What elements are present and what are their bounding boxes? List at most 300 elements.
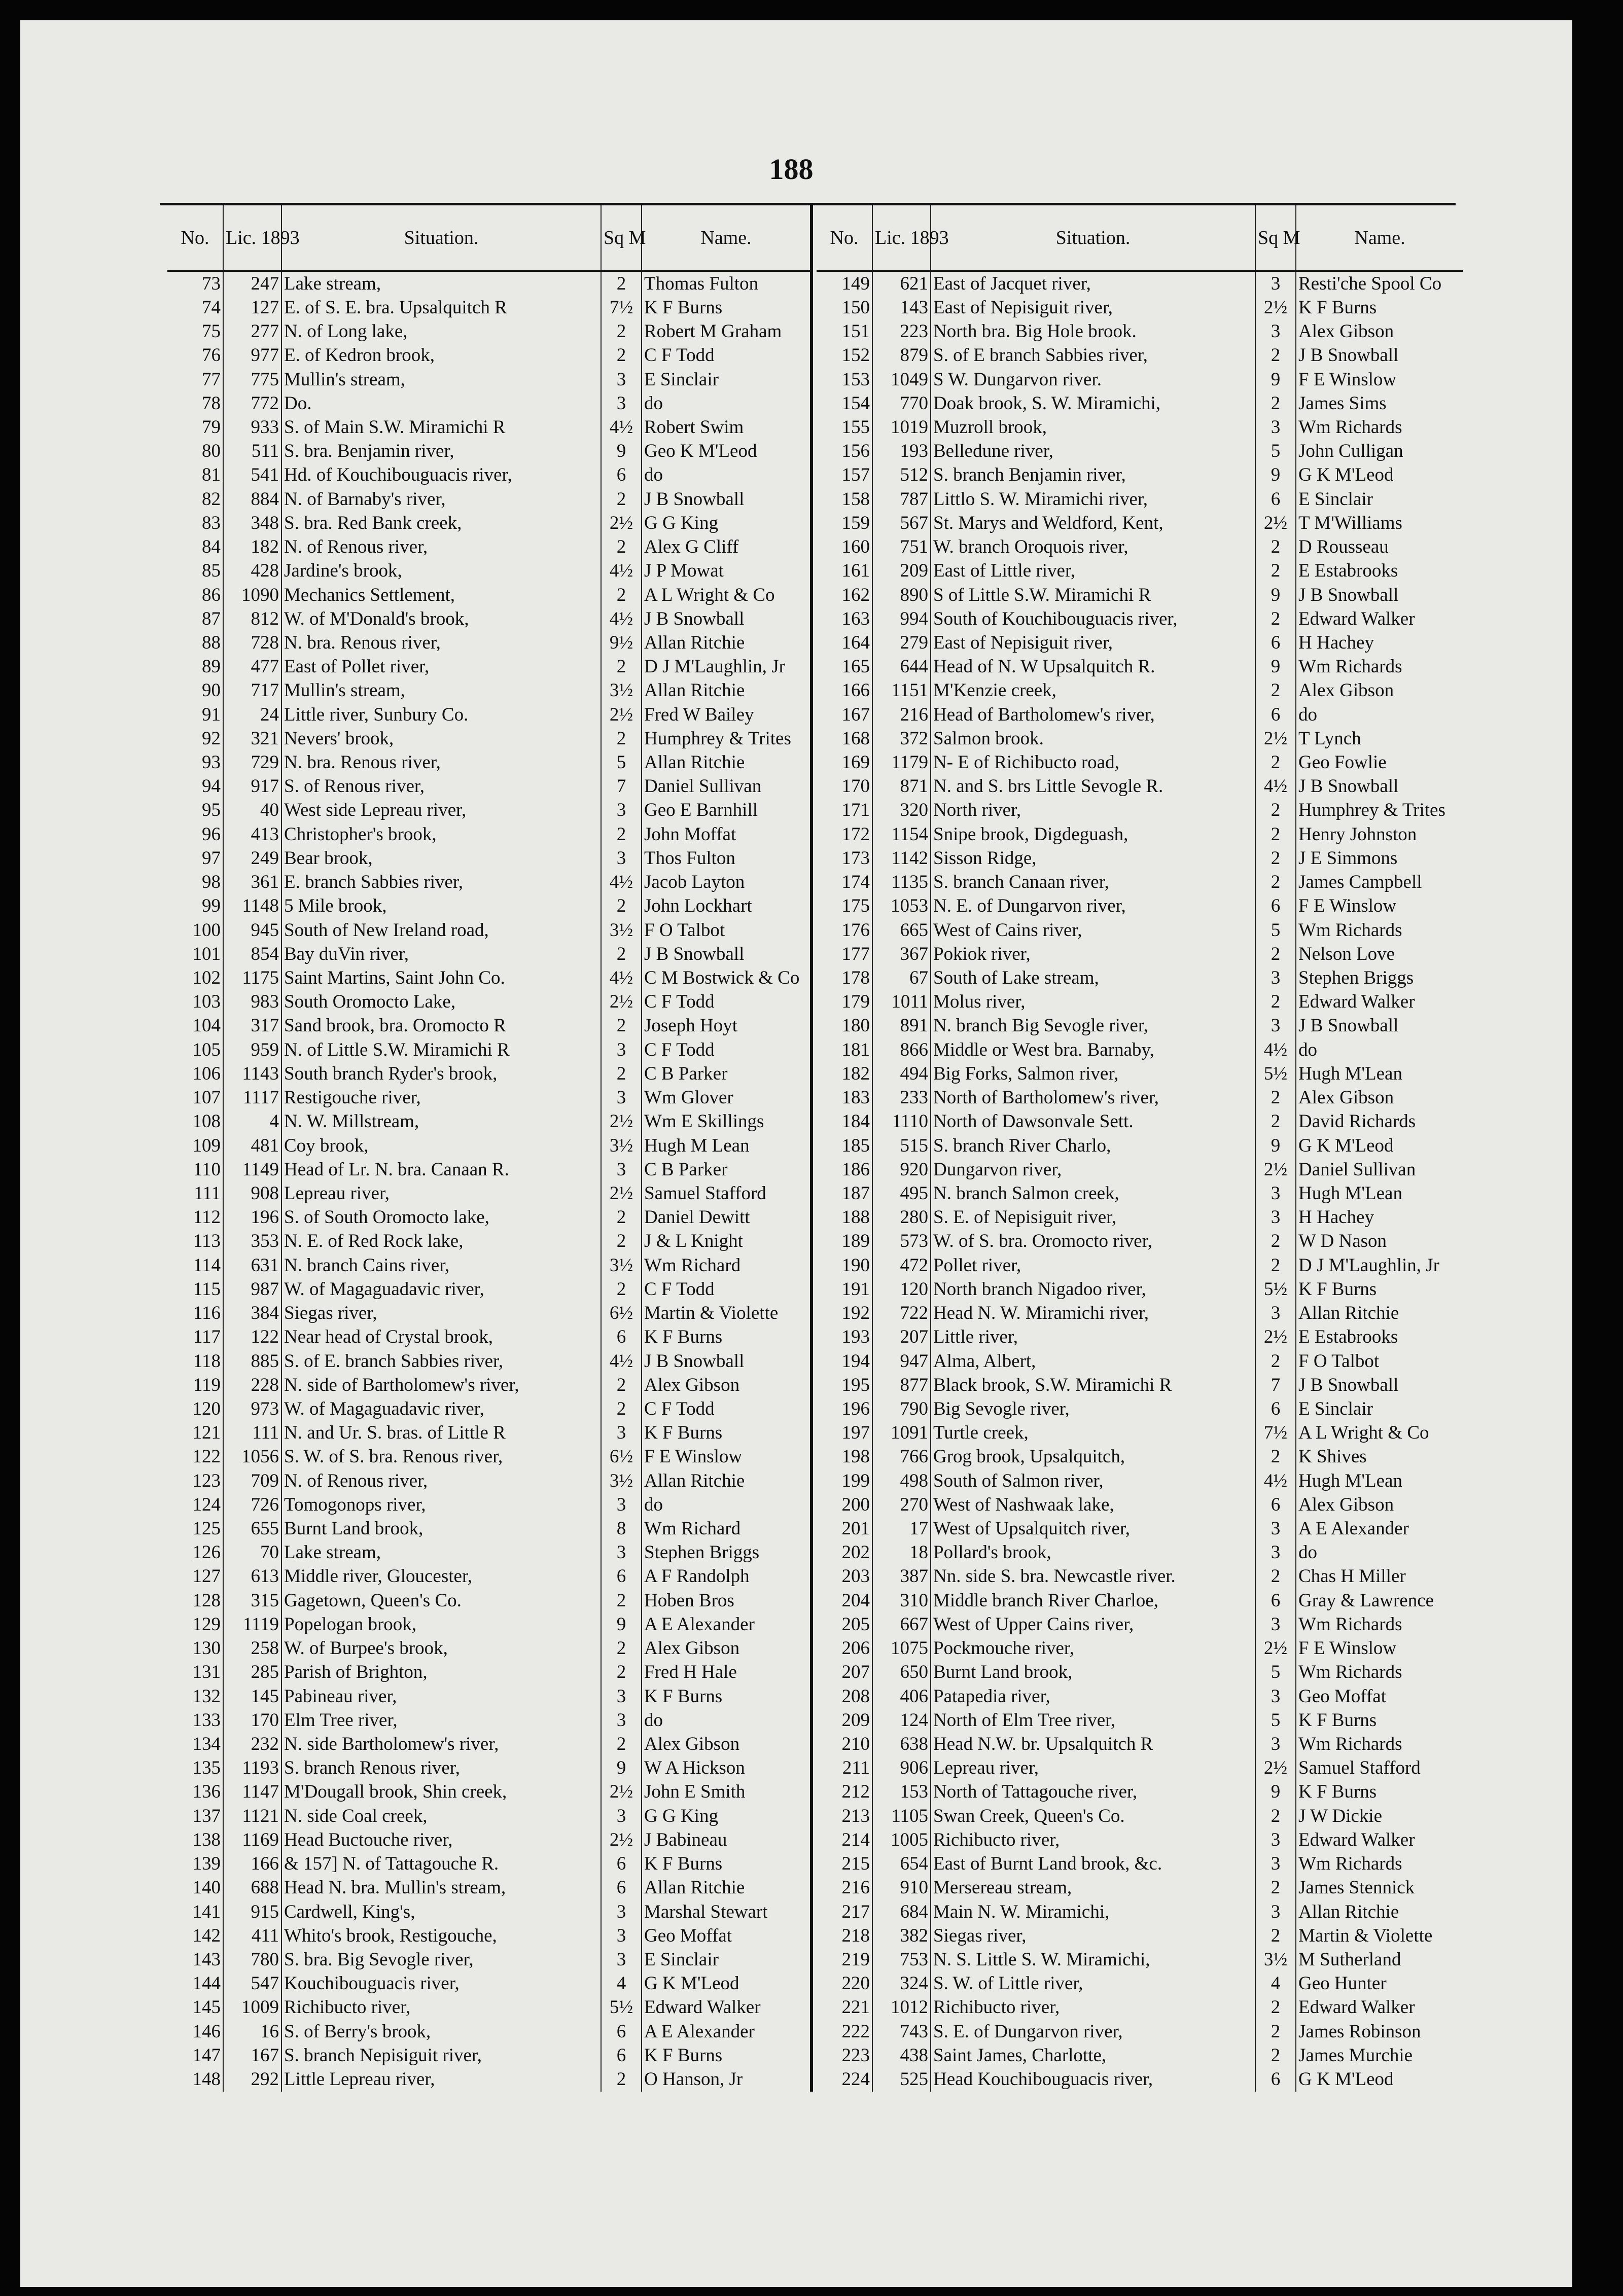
header-sqm: Sq M — [1255, 205, 1296, 271]
cell-situation: S. of E. branch Sabbies river, — [281, 1349, 601, 1373]
table-row — [817, 655, 1463, 679]
cell-sqm: 3 — [1255, 1612, 1296, 1636]
cell-sqm: 2 — [601, 942, 642, 966]
table-row — [817, 990, 1463, 1014]
cell-no: 208 — [817, 1684, 872, 1708]
cell-no: 135 — [167, 1756, 223, 1780]
cell-no: 108 — [167, 1110, 223, 1134]
cell-name: James Robinson — [1298, 2021, 1421, 2042]
cell-lic: 124 — [872, 1708, 931, 1732]
cell-sqm: 4 — [1255, 1972, 1296, 1996]
cell-situation: East of Burnt Land brook, &c. — [931, 1852, 1255, 1876]
cell-situation: Turtle creek, — [931, 1421, 1255, 1445]
cell-name: J P Mowat — [642, 559, 812, 583]
table-row — [167, 1828, 812, 1852]
cell-no: 118 — [167, 1349, 223, 1373]
cell-sqm: 2 — [1255, 990, 1296, 1014]
cell-lic: 644 — [872, 655, 931, 679]
cell-situation: W. of S. bra. Oromocto river, — [931, 1230, 1255, 1253]
cell-lic: 321 — [223, 727, 281, 750]
cell-no: 136 — [167, 1780, 223, 1804]
cell-lic: 717 — [223, 679, 281, 703]
cell-sqm: 9 — [1255, 368, 1296, 391]
cell-sqm: 3½ — [601, 1253, 642, 1277]
cell-no: 199 — [817, 1469, 872, 1493]
cell-name: Martin & Violette — [1298, 1925, 1433, 1946]
cell-no: 116 — [167, 1301, 223, 1325]
cell-sqm: 2 — [1255, 344, 1296, 368]
table-row — [817, 1708, 1463, 1732]
cell-lic: 182 — [223, 535, 281, 559]
cell-no: 163 — [817, 607, 872, 631]
cell-name: D J M'Laughlin, Jr — [1298, 1254, 1439, 1276]
cell-name: F E Winslow — [642, 1445, 812, 1469]
cell-no: 115 — [167, 1277, 223, 1301]
cell-situation: Black brook, S.W. Miramichi R — [931, 1373, 1255, 1397]
cell-lic: 320 — [872, 799, 931, 822]
cell-lic: 167 — [223, 2043, 281, 2067]
cell-sqm: 6 — [1255, 631, 1296, 655]
cell-no: 204 — [817, 1589, 872, 1612]
cell-lic: 812 — [223, 607, 281, 631]
cell-sqm: 9½ — [601, 631, 642, 655]
table-row — [167, 607, 812, 631]
cell-lic: 511 — [223, 440, 281, 463]
cell-situation: Siegas river, — [931, 1924, 1255, 1948]
cell-situation: Cardwell, King's, — [281, 1900, 601, 1924]
cell-lic: 153 — [872, 1780, 931, 1804]
cell-lic: 249 — [223, 846, 281, 870]
cell-name: Wm Richards — [1298, 1734, 1402, 1754]
cell-no: 74 — [167, 296, 223, 319]
table-row — [817, 1206, 1463, 1230]
cell-lic: 772 — [223, 391, 281, 415]
cell-no: 196 — [817, 1397, 872, 1421]
cell-lic: 384 — [223, 1301, 281, 1325]
cell-situation: Salmon brook. — [931, 727, 1255, 750]
cell-situation: E. of Kedron brook, — [281, 344, 601, 368]
cell-situation: Dungarvon river, — [931, 1158, 1255, 1181]
cell-no: 187 — [817, 1181, 872, 1205]
table-row — [817, 1134, 1463, 1158]
cell-lic: 1179 — [872, 750, 931, 774]
cell-no: 154 — [817, 391, 872, 415]
cell-sqm: 2 — [601, 1014, 642, 1038]
cell-lic: 1143 — [223, 1062, 281, 1086]
cell-lic: 310 — [872, 1589, 931, 1612]
cell-name: J B Snowball — [1298, 1015, 1399, 1036]
table-row — [817, 1517, 1463, 1540]
cell-no: 79 — [167, 415, 223, 439]
cell-situation: N. of Renous river, — [281, 1469, 601, 1493]
cell-sqm: 2½ — [601, 1110, 642, 1134]
cell-name: Wm Richard — [642, 1517, 812, 1540]
table-row — [817, 1828, 1463, 1852]
cell-name: Alex Gibson — [1298, 680, 1394, 701]
cell-name: Wm E Skillings — [642, 1110, 812, 1134]
cell-lic: 655 — [223, 1517, 281, 1540]
table-row — [817, 1589, 1463, 1612]
cell-name: T M'Williams — [1298, 512, 1402, 533]
cell-sqm: 6 — [1255, 2067, 1296, 2092]
cell-sqm: 6 — [601, 1876, 642, 1900]
table-row — [167, 1756, 812, 1780]
cell-sqm: 4 — [601, 1972, 642, 1996]
cell-no: 210 — [817, 1732, 872, 1756]
cell-lic: 348 — [223, 511, 281, 535]
cell-sqm: 2 — [601, 319, 642, 343]
table-row — [817, 368, 1463, 391]
cell-name: K F Burns — [642, 1421, 812, 1445]
cell-sqm: 3 — [1255, 271, 1296, 296]
cell-no: 189 — [817, 1230, 872, 1253]
cell-no: 82 — [167, 487, 223, 511]
cell-lic: 111 — [223, 1421, 281, 1445]
table-row — [167, 1373, 812, 1397]
cell-no: 134 — [167, 1732, 223, 1756]
cell-no: 195 — [817, 1373, 872, 1397]
cell-no: 88 — [167, 631, 223, 655]
table-row — [167, 799, 812, 822]
cell-sqm: 9 — [1255, 1780, 1296, 1804]
cell-lic: 70 — [223, 1541, 281, 1565]
cell-situation: Nn. side S. bra. Newcastle river. — [931, 1565, 1255, 1589]
table-row — [167, 1110, 812, 1134]
cell-lic: 122 — [223, 1325, 281, 1349]
cell-situation: Mersereau stream, — [931, 1876, 1255, 1900]
cell-situation: North branch Nigadoo river, — [931, 1277, 1255, 1301]
cell-lic: 613 — [223, 1565, 281, 1589]
cell-lic: 438 — [872, 2043, 931, 2067]
table-row — [817, 679, 1463, 703]
cell-lic: 729 — [223, 750, 281, 774]
cell-situation: West of Cains river, — [931, 918, 1255, 942]
table-row — [817, 296, 1463, 319]
table-row — [817, 1996, 1463, 2020]
table-row — [817, 1349, 1463, 1373]
cell-situation: W. of Burpee's brook, — [281, 1637, 601, 1661]
cell-sqm: 2 — [601, 487, 642, 511]
cell-lic: 24 — [223, 703, 281, 727]
cell-lic: 541 — [223, 463, 281, 487]
cell-no: 198 — [817, 1445, 872, 1469]
cell-sqm: 5½ — [1255, 1062, 1296, 1086]
cell-situation: South of Salmon river, — [931, 1469, 1255, 1493]
table-row — [167, 1852, 812, 1876]
cell-lic: 906 — [872, 1756, 931, 1780]
cell-situation: West of Upper Cains river, — [931, 1612, 1255, 1636]
cell-sqm: 3 — [1255, 1301, 1296, 1325]
cell-sqm: 3 — [1255, 1541, 1296, 1565]
cell-lic: 1005 — [872, 1828, 931, 1852]
cell-lic: 890 — [872, 583, 931, 607]
cell-sqm: 6 — [1255, 1493, 1296, 1517]
cell-lic: 947 — [872, 1349, 931, 1373]
cell-name: A L Wright & Co — [1298, 1422, 1429, 1444]
cell-name: J B Snowball — [1298, 776, 1399, 797]
cell-situation: Patapedia river, — [931, 1684, 1255, 1708]
cell-sqm: 2 — [601, 1397, 642, 1421]
cell-lic: 567 — [872, 511, 931, 535]
cell-situation: Richibucto river, — [931, 1828, 1255, 1852]
cell-situation: N. bra. Renous river, — [281, 631, 601, 655]
cell-sqm: 4½ — [1255, 1038, 1296, 1062]
cell-name: Samuel Stafford — [642, 1181, 812, 1205]
cell-sqm: 2 — [1255, 871, 1296, 894]
cell-situation: Restigouche river, — [281, 1086, 601, 1109]
cell-no: 219 — [817, 1948, 872, 1971]
table-row — [817, 1014, 1463, 1038]
cell-sqm: 3 — [601, 1804, 642, 1828]
cell-situation: North of Elm Tree river, — [931, 1708, 1255, 1732]
cell-no: 215 — [817, 1852, 872, 1876]
cell-situation: S. of Renous river, — [281, 775, 601, 799]
cell-situation: Big Sevogle river, — [931, 1397, 1255, 1421]
cell-situation: Pollard's brook, — [931, 1541, 1255, 1565]
cell-name: Edward Walker — [1298, 991, 1415, 1013]
cell-name: Allan Ritchie — [1298, 1303, 1399, 1324]
cell-no: 73 — [167, 271, 223, 296]
cell-name: K F Burns — [1298, 1709, 1377, 1731]
cell-no: 137 — [167, 1804, 223, 1828]
cell-no: 87 — [167, 607, 223, 631]
table-row — [167, 391, 812, 415]
cell-situation: S. of E branch Sabbies river, — [931, 344, 1255, 368]
cell-lic: 1154 — [872, 822, 931, 846]
cell-lic: 977 — [223, 344, 281, 368]
cell-lic: 688 — [223, 1876, 281, 1900]
cell-situation: Doak brook, S. W. Miramichi, — [931, 391, 1255, 415]
cell-sqm: 2 — [601, 344, 642, 368]
cell-lic: 472 — [872, 1253, 931, 1277]
cell-name: J Babineau — [642, 1828, 812, 1852]
cell-name: Geo Fowlie — [1298, 752, 1387, 773]
cell-name: E Sinclair — [1298, 1398, 1373, 1419]
cell-lic: 270 — [872, 1493, 931, 1517]
cell-lic: 367 — [872, 942, 931, 966]
cell-situation: Popelogan brook, — [281, 1612, 601, 1636]
cell-no: 93 — [167, 750, 223, 774]
table-row — [817, 440, 1463, 463]
table-row — [817, 1062, 1463, 1086]
cell-situation: Lepreau river, — [931, 1756, 1255, 1780]
cell-lic: 709 — [223, 1469, 281, 1493]
cell-situation: Mullin's stream, — [281, 368, 601, 391]
cell-situation: West side Lepreau river, — [281, 799, 601, 822]
cell-name: James Campbell — [1298, 872, 1422, 893]
cell-situation: S. bra. Red Bank creek, — [281, 511, 601, 535]
cell-lic: 854 — [223, 942, 281, 966]
cell-situation: Coy brook, — [281, 1134, 601, 1158]
table-row — [817, 271, 1463, 296]
header-no: No. — [167, 205, 223, 271]
table-row — [167, 942, 812, 966]
cell-sqm: 5 — [1255, 1661, 1296, 1684]
cell-no: 138 — [167, 1828, 223, 1852]
cell-name: Daniel Sullivan — [1298, 1159, 1416, 1180]
table-row — [817, 535, 1463, 559]
cell-situation: Whito's brook, Restigouche, — [281, 1924, 601, 1948]
cell-sqm: 2½ — [1255, 1637, 1296, 1661]
cell-no: 86 — [167, 583, 223, 607]
cell-no: 222 — [817, 2020, 872, 2043]
cell-situation: Burnt Land brook, — [931, 1661, 1255, 1684]
cell-name: do — [642, 391, 812, 415]
cell-name: J B Snowball — [1298, 584, 1399, 605]
cell-situation: N. and S. brs Little Sevogle R. — [931, 775, 1255, 799]
table-row — [167, 1445, 812, 1469]
cell-sqm: 2 — [1255, 1349, 1296, 1373]
cell-name: J B Snowball — [1298, 345, 1399, 366]
cell-lic: 196 — [223, 1206, 281, 1230]
cell-name: F O Talbot — [642, 918, 812, 942]
table-row — [167, 1397, 812, 1421]
cell-name: Geo K M'Leod — [642, 440, 812, 463]
cell-no: 113 — [167, 1230, 223, 1253]
cell-sqm: 3½ — [1255, 1948, 1296, 1971]
cell-lic: 891 — [872, 1014, 931, 1038]
header-lic: Lic. 1893 — [872, 205, 931, 271]
header-no: No. — [817, 205, 872, 271]
cell-sqm: 9 — [601, 1756, 642, 1780]
cell-no: 80 — [167, 440, 223, 463]
cell-sqm: 2 — [1255, 679, 1296, 703]
cell-situation: S. W. of S. bra. Renous river, — [281, 1445, 601, 1469]
cell-no: 193 — [817, 1325, 872, 1349]
table-row — [817, 1277, 1463, 1301]
cell-no: 100 — [167, 918, 223, 942]
cell-situation: Little Lepreau river, — [281, 2067, 601, 2092]
cell-name: K F Burns — [642, 1325, 812, 1349]
cell-sqm: 2 — [1255, 1110, 1296, 1134]
cell-lic: 775 — [223, 368, 281, 391]
cell-situation: S. E. of Nepisiguit river, — [931, 1206, 1255, 1230]
cell-situation: N. of Barnaby's river, — [281, 487, 601, 511]
cell-name: C F Todd — [642, 1397, 812, 1421]
table-row — [167, 1900, 812, 1924]
cell-name: Geo Moffat — [1298, 1685, 1386, 1707]
table-row — [817, 1900, 1463, 1924]
table-row — [167, 871, 812, 894]
cell-lic: 665 — [872, 918, 931, 942]
cell-name: C B Parker — [642, 1158, 812, 1181]
cell-lic: 790 — [872, 1397, 931, 1421]
cell-no: 76 — [167, 344, 223, 368]
cell-name: C F Todd — [642, 344, 812, 368]
cell-lic: 920 — [872, 1158, 931, 1181]
cell-lic: 428 — [223, 559, 281, 583]
table-row — [817, 894, 1463, 918]
cell-situation: W. branch Oroquois river, — [931, 535, 1255, 559]
cell-situation: N. of Renous river, — [281, 535, 601, 559]
cell-situation: Middle or West bra. Barnaby, — [931, 1038, 1255, 1062]
cell-situation: Nevers' brook, — [281, 727, 601, 750]
cell-sqm: 2 — [1255, 822, 1296, 846]
cell-lic: 547 — [223, 1972, 281, 1996]
cell-name: Henry Johnston — [1298, 823, 1417, 845]
cell-name: F E Winslow — [1298, 1638, 1397, 1659]
cell-name: Alex Gibson — [642, 1373, 812, 1397]
cell-lic: 915 — [223, 1900, 281, 1924]
table-row — [167, 1181, 812, 1205]
licence-table-right — [817, 205, 1463, 2092]
cell-name: Thos Fulton — [642, 846, 812, 870]
cell-no: 205 — [817, 1612, 872, 1636]
cell-no: 133 — [167, 1708, 223, 1732]
cell-situation: S W. Dungarvon river. — [931, 368, 1255, 391]
cell-lic: 1075 — [872, 1637, 931, 1661]
cell-name: Robert Swim — [642, 415, 812, 439]
cell-name: G G King — [642, 511, 812, 535]
cell-no: 148 — [167, 2067, 223, 2092]
table-row — [817, 2020, 1463, 2043]
cell-situation: S. bra. Benjamin river, — [281, 440, 601, 463]
cell-no: 212 — [817, 1780, 872, 1804]
cell-no: 168 — [817, 727, 872, 750]
cell-sqm: 2 — [1255, 942, 1296, 966]
table-row — [817, 1541, 1463, 1565]
cell-situation: Head Kouchibouguacis river, — [931, 2067, 1255, 2092]
cell-sqm: 6 — [601, 2043, 642, 2067]
cell-lic: 512 — [872, 463, 931, 487]
cell-sqm: 3 — [1255, 1684, 1296, 1708]
cell-sqm: 2½ — [1255, 296, 1296, 319]
cell-no: 120 — [167, 1397, 223, 1421]
cell-sqm: 6 — [1255, 487, 1296, 511]
header-situation: Situation. — [931, 205, 1255, 271]
cell-situation: Head N. W. Miramichi river, — [931, 1301, 1255, 1325]
cell-no: 140 — [167, 1876, 223, 1900]
cell-name: Humphrey & Trites — [1298, 800, 1445, 821]
cell-situation: Near head of Crystal brook, — [281, 1325, 601, 1349]
cell-lic: 866 — [872, 1038, 931, 1062]
cell-sqm: 6 — [601, 1565, 642, 1589]
cell-sqm: 2½ — [601, 1780, 642, 1804]
table-row — [167, 679, 812, 703]
cell-situation: Parish of Brighton, — [281, 1661, 601, 1684]
cell-lic: 753 — [872, 1948, 931, 1971]
cell-lic: 127 — [223, 296, 281, 319]
cell-lic: 650 — [872, 1661, 931, 1684]
cell-sqm: 3 — [601, 1900, 642, 1924]
cell-no: 166 — [817, 679, 872, 703]
cell-lic: 1119 — [223, 1612, 281, 1636]
cell-no: 159 — [817, 511, 872, 535]
table-row — [817, 750, 1463, 774]
cell-situation: East of Nepisiguit river, — [931, 631, 1255, 655]
cell-name: do — [1298, 1039, 1317, 1060]
cell-name: do — [1298, 704, 1317, 725]
table-row — [167, 271, 812, 296]
cell-sqm: 3 — [1255, 1900, 1296, 1924]
cell-name: K F Burns — [642, 1852, 812, 1876]
cell-name: F E Winslow — [1298, 895, 1397, 917]
cell-sqm: 2 — [601, 1062, 642, 1086]
cell-situation: N. branch Cains river, — [281, 1253, 601, 1277]
cell-sqm: 7½ — [1255, 1421, 1296, 1445]
table-row — [167, 1996, 812, 2020]
cell-name: Gray & Lawrence — [1298, 1590, 1434, 1611]
cell-lic: 573 — [872, 1230, 931, 1253]
cell-name: Wm Richards — [1298, 1613, 1402, 1635]
cell-no: 188 — [817, 1206, 872, 1230]
cell-name: Alex G Cliff — [642, 535, 812, 559]
cell-sqm: 3 — [1255, 1828, 1296, 1852]
table-row — [817, 1637, 1463, 1661]
cell-sqm: 2 — [601, 1661, 642, 1684]
table-row — [817, 2043, 1463, 2067]
cell-no: 127 — [167, 1565, 223, 1589]
